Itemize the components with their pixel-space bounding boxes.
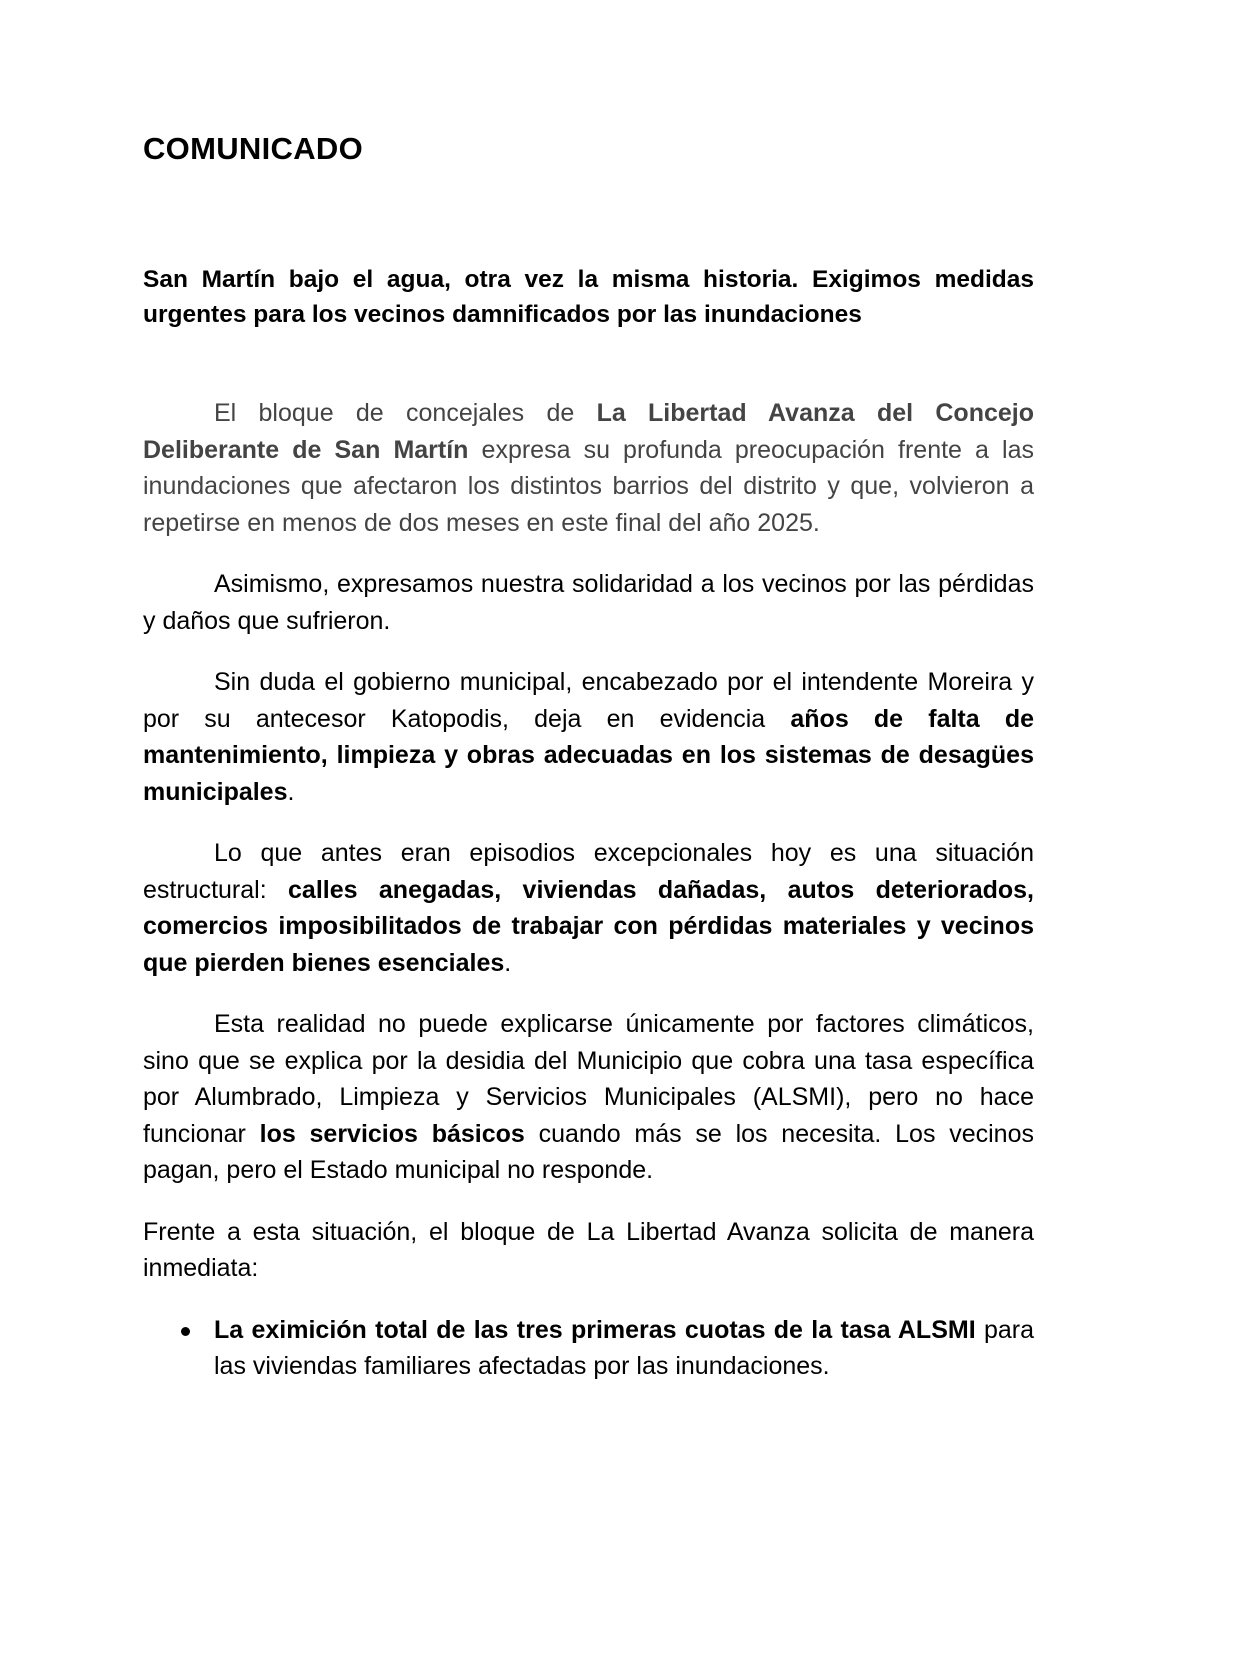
- text-segment: cuando más se los necesita. Los vecinos pagan, pero el Estado municipal no responde.: [143, 1119, 1034, 1184]
- text-segment-bold: los servicios básicos: [259, 1119, 525, 1148]
- text-segment: Asimismo, expresamos nuestra solidaridad a los vecinos por las pérdidas y daños que sufrieron.: [143, 570, 1034, 635]
- paragraph-intro: [143, 395, 1034, 541]
- text-segment: Frente a esta situación, el bloque de La Libertad Avanza solicita de manera inmediata:: [143, 1217, 1034, 1282]
- paragraph-structural: [143, 835, 1034, 981]
- text-segment: .: [504, 948, 512, 977]
- document-title: COMUNICADO: [143, 131, 363, 166]
- text-segment: expresa su profunda preocupación frente a las inundaciones que afectaron los distintos barrios del distrito y que, volvieron a repetirse en menos de dos meses en este final del año 2025.: [143, 435, 1034, 537]
- paragraph-government: [143, 664, 1034, 810]
- request-list: [143, 1312, 1034, 1385]
- text-segment: Sin duda el gobierno municipal, encabezado por el intendente Moreira y por su antecesor Katopodis, deja en evidencia: [143, 668, 1034, 733]
- document-subtitle: San Martín bajo el agua, otra vez la misma historia. Exigimos medidas urgentes para los vecinos damnificados por las inundaciones: [143, 266, 1034, 328]
- paragraph-reality: [143, 1006, 1034, 1189]
- text-segment: .: [287, 777, 295, 806]
- text-segment-bold: La eximición total de las tres primeras cuotas de la tasa ALSMI: [214, 1315, 976, 1344]
- text-segment: El bloque de concejales de: [214, 399, 597, 427]
- text-segment: Lo que antes eran episodios excepcionales hoy es una situación estructural:: [143, 839, 1034, 904]
- bullet-icon: [181, 1327, 190, 1336]
- paragraph-request: [143, 1214, 1034, 1287]
- text-segment-bold: años de falta de mantenimiento, limpieza y obras adecuadas en los sistemas de desagües municipales: [143, 704, 1034, 806]
- document-body: [143, 395, 1034, 1385]
- list-item: [143, 1312, 1034, 1385]
- text-segment: para las viviendas familiares afectadas por las inundaciones.: [214, 1315, 1034, 1380]
- paragraph-solidarity: [143, 566, 1034, 639]
- text-segment-bold: calles anegadas, viviendas dañadas, autos deteriorados, comercios imposibilitados de trabajar con pérdidas materiales y vecinos que pierden bienes esenciales: [143, 875, 1035, 977]
- text-segment: Esta realidad no puede explicarse únicamente por factores climáticos, sino que se explica por la desidia del Municipio que cobra una tasa específica por Alumbrado, Limpieza y Servicios Municipales (ALSMI), pero no hace funcionar: [143, 1010, 1034, 1148]
- text-segment-bold: La Libertad Avanza del Concejo Deliberante de San Martín: [143, 399, 1034, 464]
